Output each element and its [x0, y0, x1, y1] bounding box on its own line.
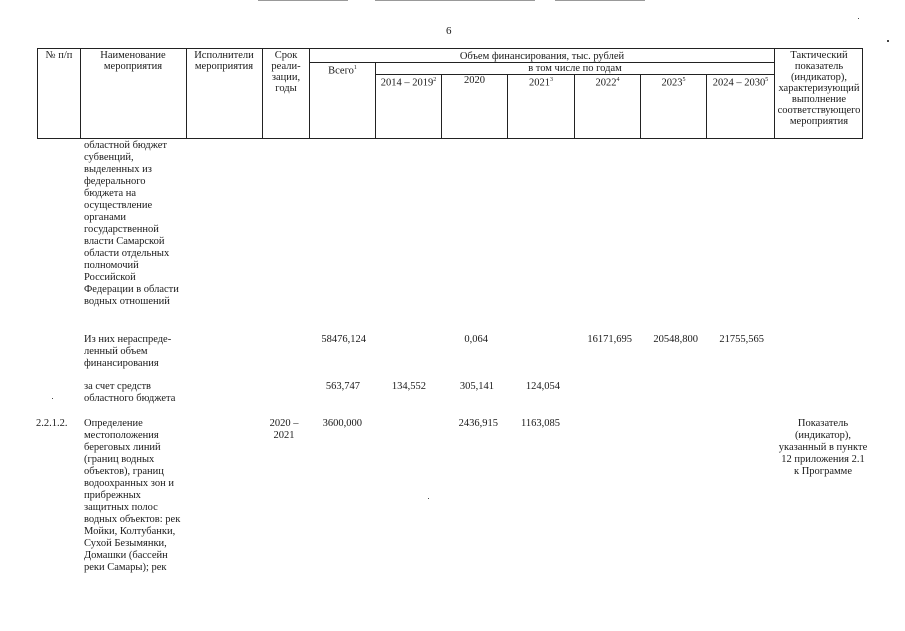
header-col-2024-2030: 2024 – 2030$^5$: [712, 77, 769, 89]
scan-speck: [887, 40, 889, 42]
header-col-by-years: в том числе по годам: [528, 63, 622, 74]
header-col-2023: 2023$^5$: [661, 77, 686, 89]
header-col-2021-sup: 3: [550, 77, 553, 83]
row-1-total: 58476,124: [321, 334, 366, 345]
row-3-indicator: Показатель (индикатор), указанный в пункте 12 приложения 2.1 к Программе: [778, 418, 868, 477]
row-1-name: Из них нераспреде-ленный объем финансирования: [84, 334, 172, 369]
table-header: [0, 0, 905, 140]
row-1-2020: 0,064: [464, 334, 488, 345]
header-col-2022: 2022$^4$: [595, 77, 620, 89]
header-col-2023-sup: 5: [682, 77, 686, 83]
header-col-name: Наименование мероприятия: [100, 50, 166, 72]
scan-speck: [858, 18, 859, 19]
header-col-total-sup: 1: [353, 65, 357, 71]
row-2-name: за счет средств областного бюджета: [84, 381, 176, 404]
header-col-2021: 2021$^3$: [529, 77, 553, 89]
row-1-2022: 16171,695: [587, 334, 632, 345]
header-col-no: № п/п: [45, 50, 73, 61]
header-col-total: Всего$^1$: [328, 65, 357, 77]
row-0-name: областной бюджет субвенций, выделенных из федерального бюджета на осуществление органами государственной власти Самарской области отдельных полномочий Российской Федерации в области водных отношений: [84, 140, 179, 307]
row-3-term: 2020 – 2021: [269, 418, 299, 441]
header-col-executors: Исполнители мероприятия: [194, 50, 254, 72]
header-col-2024-2030-sup: 5: [765, 77, 769, 83]
header-col-indicator: Тактический показатель (индикатор), характеризующий выполнение соответствующего мероприятия: [777, 50, 861, 127]
row-3-2020: 2436,915: [458, 418, 498, 429]
header-col-2020: 2020: [464, 75, 485, 86]
row-3-2021: 1163,085: [521, 418, 560, 429]
header-col-2014-2019: 2014 – 2019$^2$: [380, 77, 437, 89]
row-1-2023: 20548,800: [653, 334, 698, 345]
row-2-2020: 305,141: [459, 381, 494, 392]
header-col-term: Срок реали-зации, годы: [271, 50, 301, 94]
header-col-financing: Объем финансирования, тыс. рублей: [459, 51, 625, 62]
row-2-2021: 124,054: [525, 381, 560, 392]
page-number: 6: [446, 25, 452, 37]
row-2-total: 563,747: [325, 381, 360, 392]
scan-speck: [52, 398, 53, 399]
row-1-2024-2030: 21755,565: [719, 334, 764, 345]
scan-speck: [428, 498, 429, 499]
row-3-number: 2.2.1.2.: [36, 418, 68, 429]
row-3-total: 3600,000: [322, 418, 362, 429]
row-3-name: Определение местоположения береговых линий (границ водных объектов), границ водоохранных зон и прибрежных защитных полос водных объектов: рек Мойки, Колтубанки, Сухой Безымянки, Домашки (бассейн реки Самары); рек: [84, 418, 181, 573]
row-2-2014-2019: 134,552: [391, 381, 426, 392]
header-col-2022-sup: 4: [616, 77, 620, 83]
header-col-2014-2019-sup: 2: [433, 77, 437, 83]
